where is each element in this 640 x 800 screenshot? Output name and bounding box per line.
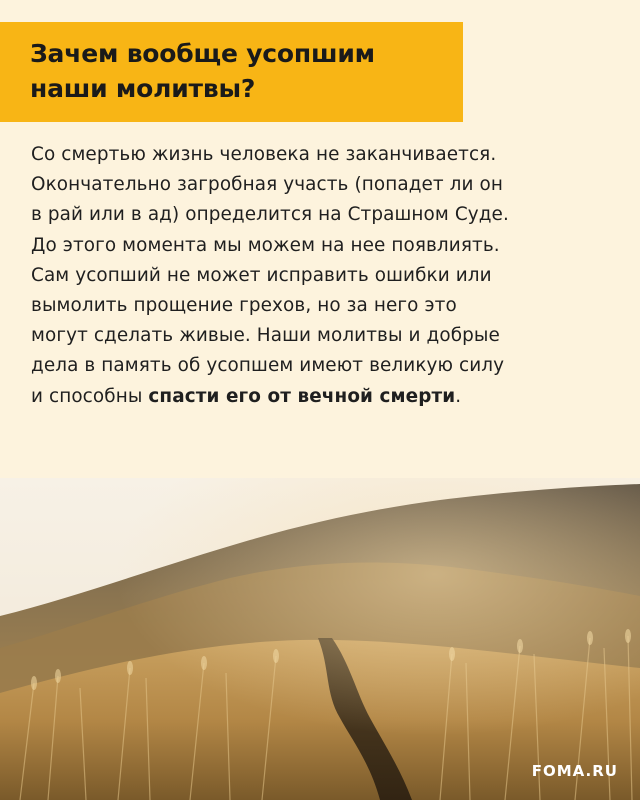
body-line: До этого момента мы можем на нее появлиять. — [31, 234, 500, 256]
page-title — [30, 36, 463, 106]
emphasis-text: спасти его от вечной смерти — [148, 385, 456, 407]
body-line: дела в память об усопшем имеют великую силу — [31, 355, 505, 377]
body-line: Окончательно загробная участь (попадет ли он — [31, 174, 504, 196]
body-line: могут сделать живые. Наши молитвы и добрые — [31, 325, 500, 347]
body-line: Сам усопший не может исправить ошибки или — [31, 264, 492, 286]
body-text-end: . — [455, 385, 462, 407]
title-line-1: Зачем вообще усопшим — [30, 39, 375, 68]
body-line: в рай или в ад) определится на Страшном Суде. — [31, 204, 509, 226]
body-line-last — [31, 382, 631, 412]
body-line: Со смертью жизнь человека не заканчивается. — [31, 144, 497, 165]
title-banner — [0, 22, 463, 122]
body-text-start: и способны — [31, 385, 149, 407]
brand-logo: FOMA.RU — [531, 762, 618, 780]
title-line-2: наши молитвы? — [30, 74, 256, 103]
grass-hill-photo — [0, 478, 640, 800]
body-line: вымолить прощение грехов, но за него это — [31, 295, 457, 317]
body-paragraph — [31, 140, 631, 412]
